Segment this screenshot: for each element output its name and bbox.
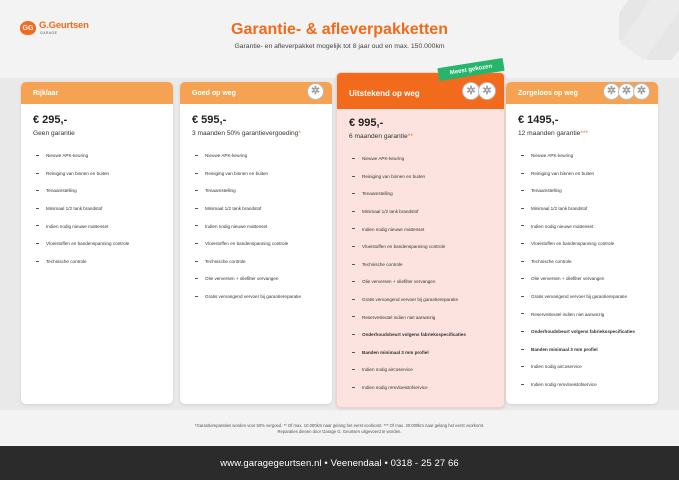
feature-item: Technische controle bbox=[337, 256, 504, 274]
plan-price: € 995,- bbox=[349, 117, 384, 129]
wheel-icons bbox=[605, 83, 650, 100]
page-subtitle: Garantie- en afleverpakket mogelijk tot 8 jaar oud en max. 150.000km bbox=[234, 43, 445, 50]
wheel-icons bbox=[464, 82, 496, 100]
wheel-icon: ✲ bbox=[618, 83, 635, 100]
footnote-line-1: *Garantiereparaties worden voor 50% vergoed. ** Of max. 10.000km naar gelang het eerst voorkomt. *** Of max. 20.000km naar gelang het eerst voorkomt. bbox=[194, 423, 485, 428]
brand-sub: GARAGE bbox=[40, 31, 58, 35]
feature-item: Nieuwe APK-keuring bbox=[337, 150, 504, 168]
feature-list bbox=[337, 150, 504, 396]
brand-name: G.Geurtsen bbox=[39, 20, 89, 31]
feature-list bbox=[21, 147, 173, 270]
feature-item: Minimaal 1/2 tank brandstof bbox=[337, 203, 504, 221]
plan-price: € 595,- bbox=[192, 114, 227, 126]
feature-item: Minimaal 1/2 tank brandstof bbox=[21, 200, 173, 218]
plan-header bbox=[21, 82, 173, 104]
footnote-line-2: Reparaties dienen door Garage G. Geurtsen uitgevoerd te worden. bbox=[277, 429, 402, 434]
feature-item: Indien nodig remvloeistofservice bbox=[337, 379, 504, 397]
feature-item: Reiniging van binnen en buiten bbox=[337, 168, 504, 186]
plan-header bbox=[506, 82, 658, 104]
feature-item: Nieuwe APK-keuring bbox=[180, 147, 332, 165]
feature-item: Minimaal 1/2 tank brandstof bbox=[506, 200, 658, 218]
feature-item: Indien nodig nieuwe mattenset bbox=[21, 217, 173, 235]
plan-guarantee: 3 maanden 50% garantievergoeding* bbox=[192, 130, 301, 137]
wheel-icons bbox=[309, 83, 324, 100]
logo-mark-icon: GG bbox=[20, 21, 36, 35]
plan-name: Zorgeloos op weg bbox=[518, 89, 578, 97]
plan-price: € 295,- bbox=[33, 114, 68, 126]
plan-price: € 1495,- bbox=[518, 114, 559, 126]
feature-item: Minimaal 1/2 tank brandstof bbox=[180, 200, 332, 218]
feature-item: Indien nodig nieuwe mattenset bbox=[337, 220, 504, 238]
wheel-icon: ✲ bbox=[478, 82, 496, 100]
feature-item: Reiniging van binnen en buiten bbox=[21, 165, 173, 183]
feature-item: Gratis vervangend vervoer bij garantiereparatie bbox=[337, 291, 504, 309]
plan-card-uitstekend-op-weg[interactable] bbox=[336, 72, 505, 408]
wheel-icon: ✲ bbox=[603, 83, 620, 100]
feature-item: Reservesleutel indien niet aanwezig bbox=[337, 308, 504, 326]
feature-item: Tenaamstelling bbox=[337, 185, 504, 203]
feature-item: Indien nodig nieuwe mattenset bbox=[506, 217, 658, 235]
plan-guarantee: Geen garantie bbox=[33, 130, 75, 137]
page-title: Garantie- & afleverpakketten bbox=[231, 21, 448, 38]
feature-item: Tenaamstelling bbox=[506, 182, 658, 200]
plan-card-zorgeloos-op-weg[interactable] bbox=[506, 82, 658, 404]
most-chosen-ribbon: Meest gekozen bbox=[437, 58, 504, 81]
feature-item: Nieuwe APK-keuring bbox=[506, 147, 658, 165]
plan-card-goed-op-weg[interactable] bbox=[180, 82, 332, 404]
feature-item: Tenaamstelling bbox=[21, 182, 173, 200]
feature-item: Vloeistoffen en bandenspanning controle bbox=[21, 235, 173, 253]
feature-item: Reiniging van binnen en buiten bbox=[506, 165, 658, 183]
plan-guarantee: 6 maanden garantie** bbox=[349, 133, 413, 140]
wheel-icon: ✲ bbox=[462, 82, 480, 100]
feature-item: Indien nodig aircoservice bbox=[337, 361, 504, 379]
plan-header bbox=[180, 82, 332, 104]
plan-header bbox=[337, 73, 504, 109]
feature-item: Reiniging van binnen en buiten bbox=[180, 165, 332, 183]
plan-name: Uitstekend op weg bbox=[349, 88, 420, 98]
feature-item: Technische controle bbox=[180, 253, 332, 271]
plan-name: Goed op weg bbox=[192, 89, 236, 97]
plan-guarantee: 12 maanden garantie*** bbox=[518, 130, 589, 137]
feature-item: Vloeistoffen en bandenspanning controle bbox=[180, 235, 332, 253]
wheel-icon: ✲ bbox=[633, 83, 650, 100]
footnote bbox=[0, 423, 679, 435]
feature-list bbox=[506, 147, 658, 393]
feature-item: Onderhoudsbeurt volgens fabrieksspecificaties bbox=[337, 326, 504, 344]
feature-item: Nieuwe APK-keuring bbox=[21, 147, 173, 165]
feature-item: Indien nodig remvloeistofservice bbox=[506, 376, 658, 394]
feature-item: Olie verversen + oliefilter vervangen bbox=[506, 270, 658, 288]
feature-item: Technische controle bbox=[506, 253, 658, 271]
feature-item: Vloeistoffen en bandenspanning controle bbox=[337, 238, 504, 256]
feature-item: Gratis vervangend vervoer bij garantiereparatie bbox=[180, 288, 332, 306]
feature-item: Vloeistoffen en bandenspanning controle bbox=[506, 235, 658, 253]
feature-list bbox=[180, 147, 332, 305]
feature-item: Technische controle bbox=[21, 253, 173, 271]
feature-item: Indien nodig nieuwe mattenset bbox=[180, 217, 332, 235]
feature-item: Olie verversen + oliefilter vervangen bbox=[180, 270, 332, 288]
feature-item: Olie verversen + oliefilter vervangen bbox=[337, 273, 504, 291]
feature-item: Reservesleutel indien niet aanwezig bbox=[506, 305, 658, 323]
plan-name: Rijklaar bbox=[33, 89, 59, 97]
feature-item: Tenaamstelling bbox=[180, 182, 332, 200]
feature-item: Indien nodig aircoservice bbox=[506, 358, 658, 376]
feature-item: Onderhoudsbeurt volgens fabrieksspecificaties bbox=[506, 323, 658, 341]
wheel-icon: ✲ bbox=[307, 83, 324, 100]
footer-contact[interactable]: www.garagegeurtsen.nl • Veenendaal • 0318 - 25 27 66 bbox=[0, 446, 679, 480]
plan-card-rijklaar[interactable] bbox=[21, 82, 173, 404]
feature-item: Banden minimaal 3 mm profiel bbox=[506, 341, 658, 359]
feature-item: Banden minimaal 3 mm profiel bbox=[337, 344, 504, 362]
feature-item: Gratis vervangend vervoer bij garantiereparatie bbox=[506, 288, 658, 306]
